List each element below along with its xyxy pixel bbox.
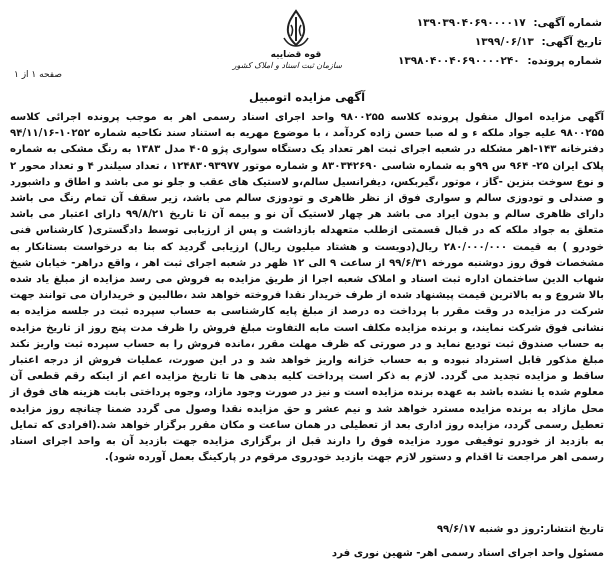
emblem-org-line1: قوه قضاییه [270,50,322,60]
page-number: صفحه ۱ از ۱ [14,70,62,80]
notice-body [10,110,604,466]
notice-body-text: آگهی مزایده اموال منقول پرونده کلاسه ۹۸۰۰۲۵۵ واحد اجرای اسناد رسمی اهر به موجب پرونده اجرائی کلاسه ۹۸۰۰۲۵۵ علیه جواد ملکه ء و له صبا حسن زاده کردآمد ، با موضوع مهریه به استناد سند نکاحیه شماره ۱۰۲۵۲-۹۴/۱۱/۱۶ دفترخانه ۱۴۳-اهر مشکله در شعبه اجرای ثبت اهر تعداد یک دستگاه سواری پژو ۴۰۵ مدل ۱۳۸۳ به رنگ مشکی به شماره پلاک ایران ۲۵- ۹۶۴ س ۹۹و به شماره شاسی ۸۳۰۳۴۲۶۹۰ و شماره موتور ۱۲۴۸۳۰۹۳۹۷۷ ، تعداد سیلندر ۴ و تعداد محور ۲ و نوع سوخت بنزین -گاز ، موتور ،گیربکس، دیفرانسیل سالم،و لاستیک های عقب و جلو نو می باشد و اطاق و داشبورد و صندلی و تودوزی سالم و سواری فوق از نظر ظاهری و تودوزی سالم می باشد، زیر سقف آن تمام رنگ می باشد دارای ظاهری سالم و بدون ایراد می باشد هر چهار لاستیک آن نو و بیمه آن تا تاریخ ۹۹/۸/۲۱ دارای اعتبار می باشد متعلق به جواد ملکه که در قبال قسمتی ازطلب متعهدله بازداشت و پس از ارزیابی توسط دادگستری( کارشناس فنی خودرو ) به قیمت ۲۸۰/۰۰۰/۰۰۰ ریال(دویست و هشتاد میلیون ریال) ارزیابی گردید که بنا به درخواست بستانکار به مشخصات فوق روز دوشنبه مورخه ۹۹/۶/۳۱ از ساعت ۹ الی ۱۲ ظهر در شعبه اجرای ثبت اهر ، واقع دراهر- خیابان شیخ شهاب الدین ساختمان اداره ثبت اسناد و املاک شعبه اجرا از طریق مزایده به فروش می رسد مزایده از مبلغ یاد شده بالا شروع و به بالاترین قیمت پیشنهاد شده از طرف خریدار نقدا فروخته خواهد شد ،طالبین و خریداران می توانند جهت شرکت در مزایده در وقت مقرر با پرداخت ده درصد از مبلغ پایه کارشناسی به حساب سپرده ثبت در جلسه مزایده به نشانی فوق شرکت نمایند، و برنده مزایده مکلف است مابه التفاوت مبلغ فروش را ظرف مدت پنج روز از تاریخ مزایده به حساب صندوق ثبت تودیع نماید و در صورتی که ظرف مهلت مقرر ،مانده فروش را به حساب سپرده ثبت واریز نکند مبلغ مذکور قابل استرداد نبوده و به حساب خزانه واریز خواهد شد و در این صورت، عملیات فروش از درجه اعتبار ساقط و مزایده تجدید می گردد. لازم به ذکر است پرداخت کلیه بدهی ها تا تاریخ مزایده اعم از اینکه رقم قطعی آن معلوم شده یا نشده باشد به عهده برنده مزایده است و نیز در صورت وجود مازاد، وجوه پرداختی بابت هزینه های فوق از محل مازاد به برنده مزایده مسترد خواهد شد و نیم عشر و حق مزایده نقدا وصول می گردد ضمنا چنانچه روز مزایده تعطیل رسمی گردد، مزایده روز اداری بعد از تعطیلی در همان ساعت و مکان مقرر برگزار خواهد شد.(افرادی که تمایل به بازدید از خودرو توقیفی مورد مزایده فوق را دارند قبل از برگزاری مزایده جهت بازدید آن به واحد اجرای اسناد رسمی اهر مراجعت تا اقدام و دستور لازم جهت بازدید خودروی مرقوم در پارکینگ بعمل آورده شود). [10,112,605,464]
case-number-label: شماره پرونده: [527,55,602,67]
publish-date: تاریخ انتشار:روز دو شنبه ۹۹/۶/۱۷ [436,524,604,535]
emblem-block [232,8,342,70]
ad-number-label: شماره آگهی: [533,17,602,29]
ad-number-row [352,14,602,33]
signature-line: مسئول واحد اجرای اسناد رسمی اهر- شهین نوری فرد [331,548,604,559]
judiciary-emblem-icon [250,8,342,48]
emblem-org-line2: سازمان ثبت اسناد و املاک کشور [232,61,342,70]
ad-date-row [352,33,602,52]
ad-date-label: تاریخ آگهی: [541,36,602,48]
ad-date: ۱۳۹۹/۰۶/۱۳ [474,36,534,48]
ad-number: ۱۳۹۰۳۹۰۴۰۶۹۰۰۰۰۱۷ [416,17,526,29]
page-title: آگهی مزایده اتومبیل [248,90,366,104]
header-meta [352,14,602,71]
case-number-row [352,52,602,71]
case-number: ۱۳۹۸۰۴۰۰۴۰۶۹۰۰۰۰۲۴۰ [397,55,520,67]
